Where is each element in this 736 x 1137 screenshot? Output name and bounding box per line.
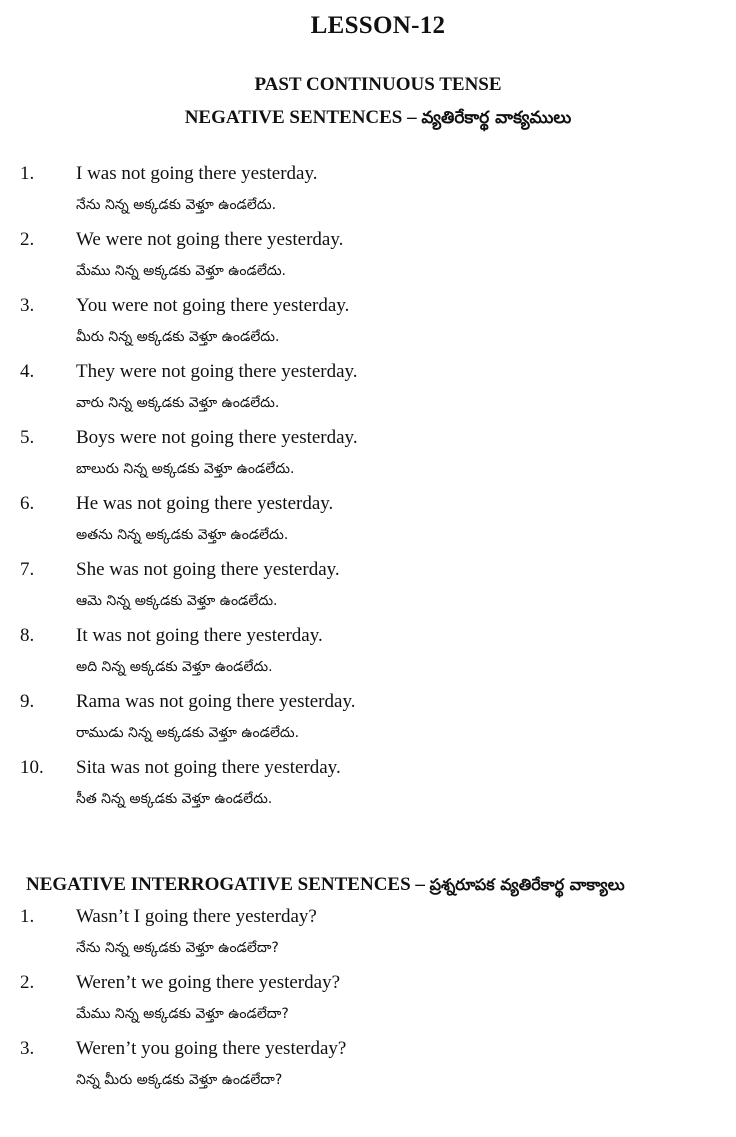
telugu-translation: నిన్న మీరు అక్కడకు వెళ్తూ ఉండలేదా? <box>76 1072 283 1088</box>
telugu-translation: వారు నిన్న అక్కడకు వెళ్తూ ఉండలేదు. <box>76 395 280 411</box>
english-sentence: They were not going there yesterday. <box>76 361 358 382</box>
section-title-negative-en: NEGATIVE SENTENCES <box>184 107 403 128</box>
section-title-negative-dash: – <box>402 107 422 128</box>
item-number: 8. <box>20 625 35 646</box>
section-title-interrogative-dash: – <box>410 874 430 895</box>
list-item <box>0 972 736 1038</box>
telugu-translation: అతను నిన్న అక్కడకు వెళ్తూ ఉండలేదు. <box>76 527 289 543</box>
telugu-translation: మీరు నిన్న అక్కడకు వెళ్తూ ఉండలేదు. <box>76 329 280 345</box>
topic-title: PAST CONTINUOUS TENSE <box>254 74 502 95</box>
telugu-translation: ఆమె నిన్న అక్కడకు వెళ్తూ ఉండలేదు. <box>76 593 278 609</box>
english-sentence: Wasn’t I going there yesterday? <box>76 906 317 927</box>
telugu-translation: నేను నిన్న అక్కడకు వెళ్తూ ఉండలేదు. <box>76 197 277 213</box>
english-sentence: It was not going there yesterday. <box>76 625 323 646</box>
list-item <box>0 559 736 625</box>
interrogative-sentence-list <box>0 906 736 1104</box>
section-title-interrogative <box>26 874 736 898</box>
english-sentence: He was not going there yesterday. <box>76 493 334 514</box>
item-number: 5. <box>20 427 35 448</box>
english-sentence: We were not going there yesterday. <box>76 229 344 250</box>
english-sentence: Sita was not going there yesterday. <box>76 757 341 778</box>
list-item <box>0 625 736 691</box>
english-sentence: Rama was not going there yesterday. <box>76 691 356 712</box>
item-number: 3. <box>20 1038 35 1059</box>
item-number: 2. <box>20 972 35 993</box>
item-number: 7. <box>20 559 35 580</box>
list-item <box>0 163 736 229</box>
telugu-translation: సీత నిన్న అక్కడకు వెళ్తూ ఉండలేదు. <box>76 791 273 807</box>
section-title-negative <box>0 107 736 132</box>
english-sentence: I was not going there yesterday. <box>76 163 318 184</box>
item-number: 6. <box>20 493 35 514</box>
section-title-interrogative-te: ప్రశ్నరూపక వ్యతిరేకార్థ వాక్యాలు <box>429 875 625 894</box>
item-number: 3. <box>20 295 35 316</box>
section-title-interrogative-en: NEGATIVE INTERROGATIVE SENTENCES <box>26 874 411 895</box>
english-sentence: Weren’t we going there yesterday? <box>76 972 341 993</box>
telugu-translation: మేము నిన్న అక్కడకు వెళ్తూ ఉండలేదు. <box>76 263 286 279</box>
item-number: 2. <box>20 229 35 250</box>
list-item <box>0 427 736 493</box>
telugu-translation: మేము నిన్న అక్కడకు వెళ్తూ ఉండలేదా? <box>76 1006 289 1022</box>
section-title-negative-te: వ్యతిరేకార్థ వాక్యములు <box>421 108 572 128</box>
english-sentence: Weren’t you going there yesterday? <box>76 1038 347 1059</box>
item-number: 4. <box>20 361 35 382</box>
item-number: 10. <box>20 757 44 778</box>
item-number: 1. <box>20 163 35 184</box>
list-item <box>0 1038 736 1104</box>
list-item <box>0 295 736 361</box>
item-number: 1. <box>20 906 35 927</box>
list-item <box>0 691 736 757</box>
english-sentence: Boys were not going there yesterday. <box>76 427 358 448</box>
list-item <box>0 361 736 427</box>
telugu-translation: అది నిన్న అక్కడకు వెళ్తూ ఉండలేదు. <box>76 659 273 675</box>
list-item <box>0 906 736 972</box>
item-number: 9. <box>20 691 35 712</box>
telugu-translation: రాముడు నిన్న అక్కడకు వెళ్తూ ఉండలేదు. <box>76 725 300 741</box>
english-sentence: You were not going there yesterday. <box>76 295 350 316</box>
lesson-title: LESSON-12 <box>310 12 446 39</box>
list-item <box>0 229 736 295</box>
telugu-translation: నేను నిన్న అక్కడకు వెళ్తూ ఉండలేదా? <box>76 940 279 956</box>
english-sentence: She was not going there yesterday. <box>76 559 340 580</box>
list-item <box>0 493 736 559</box>
negative-sentence-list <box>0 163 736 823</box>
telugu-translation: బాలురు నిన్న అక్కడకు వెళ్తూ ఉండలేదు. <box>76 461 295 477</box>
list-item <box>0 757 736 823</box>
